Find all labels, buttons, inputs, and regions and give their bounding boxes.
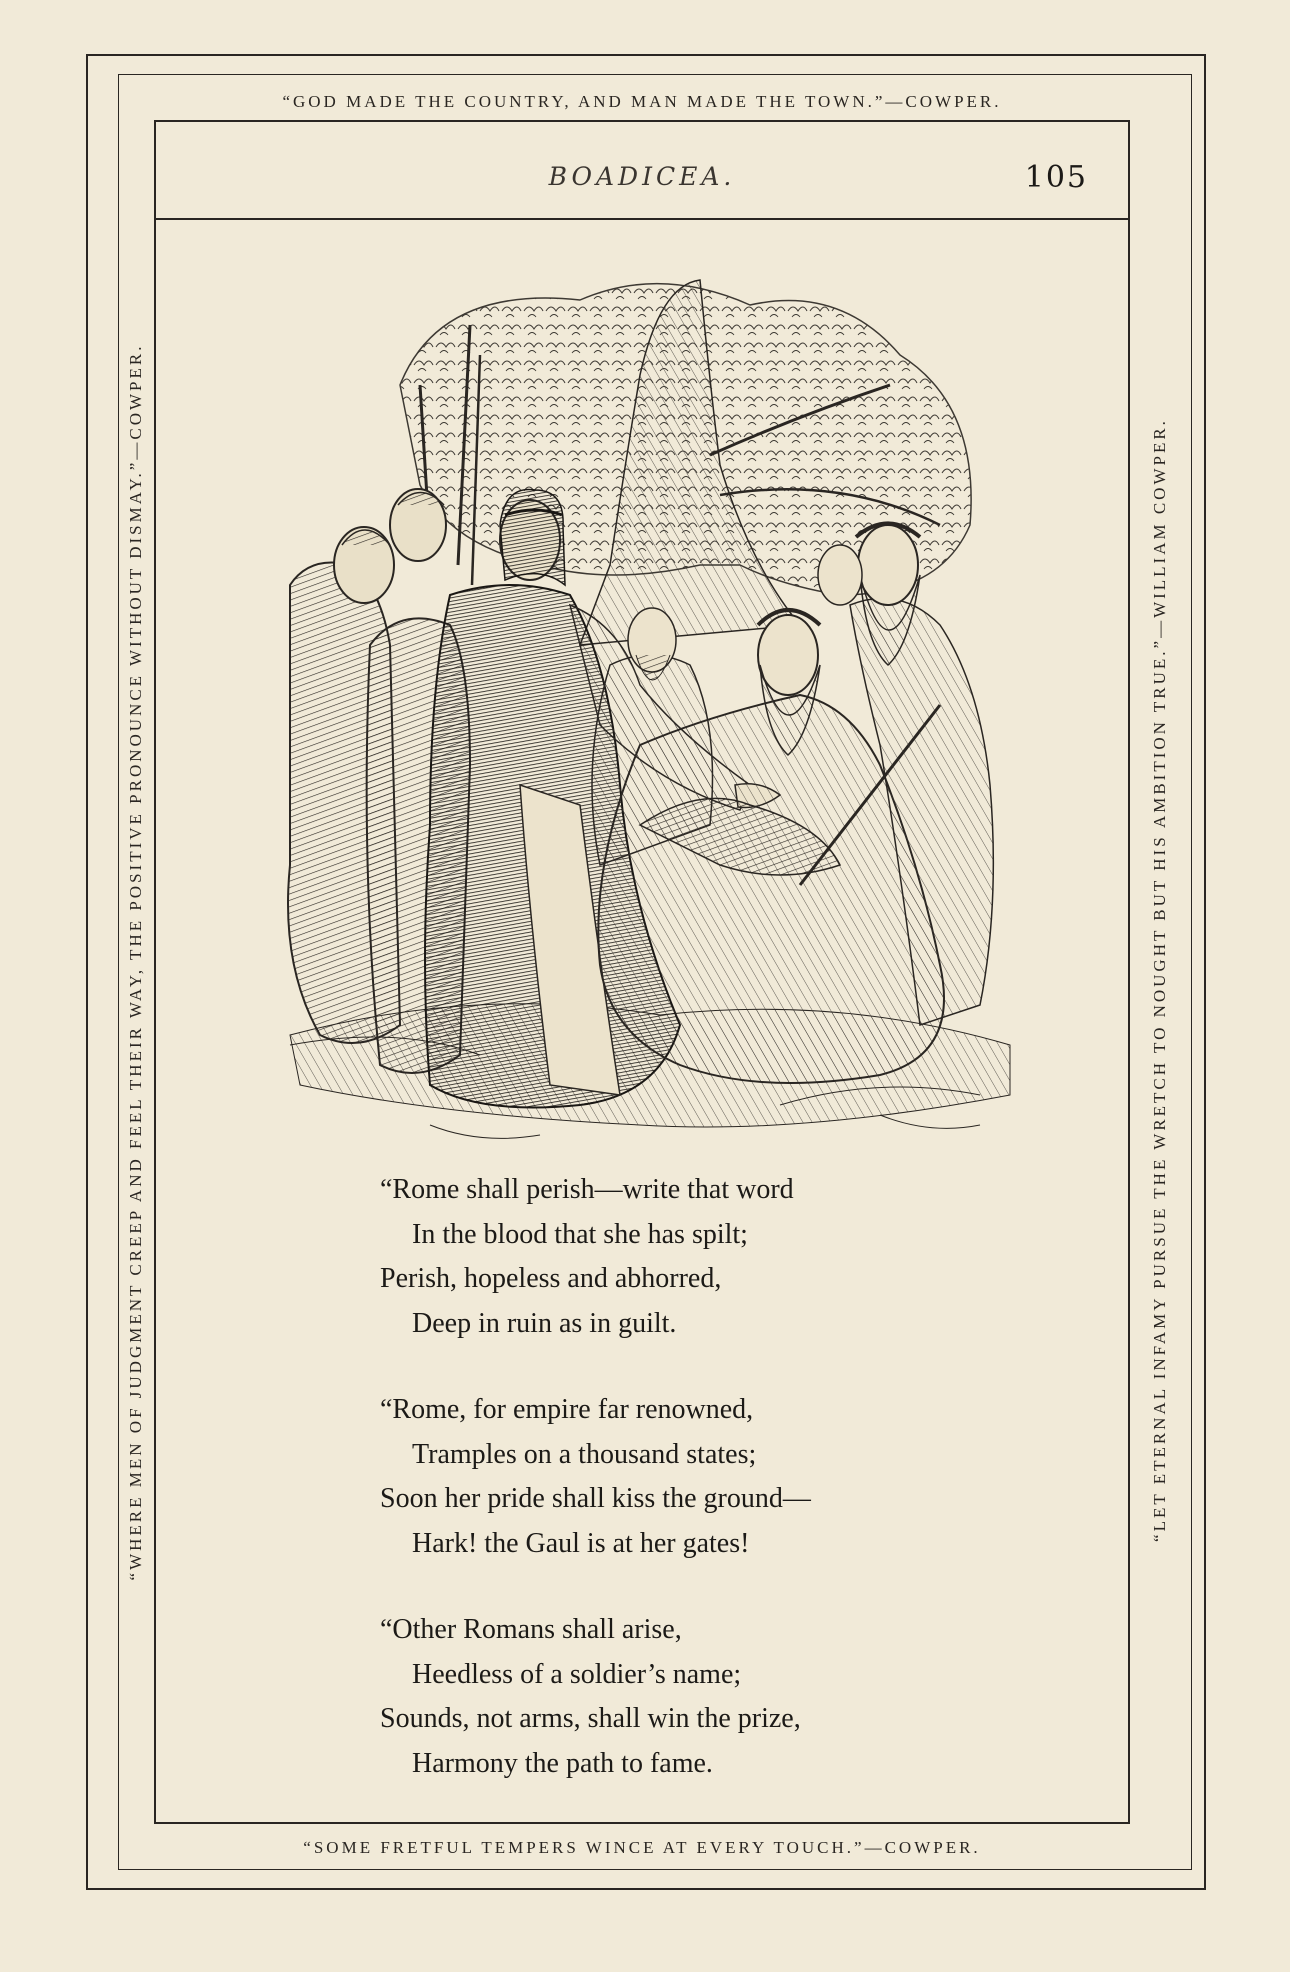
engraving-illustration [280,265,1020,1155]
running-head [154,120,1130,220]
verse-line: “Other Romans shall arise, [380,1614,682,1645]
running-title: BOADICEA. [548,162,736,191]
right-margin-quote: “LET ETERNAL INFAMY PURSUE THE WRETCH TO NOUGHT BUT HIS AMBITION TRUE.”—WILLIAM COWPER. [1150,418,1169,1542]
verse-line: “Rome, for empire far renowned, [380,1394,754,1425]
verse-line: Heedless of a soldier’s name; [412,1658,742,1690]
stanza [380,1608,1030,1786]
verse-line: Hark! the Gaul is at her gates! [412,1527,750,1559]
verse-line: Perish, hopeless and abhorred, [380,1263,722,1294]
page-number: 105 [1024,160,1088,195]
verse-line: Harmony the path to fame. [412,1747,713,1779]
verse-line: Soon her pride shall kiss the ground— [380,1483,811,1514]
verse-line: Deep in ruin as in guilt. [412,1307,677,1339]
stanza [380,1168,1030,1346]
bottom-margin-quote: “SOME FRETFUL TEMPERS WINCE AT EVERY TOUCH.”—COWPER. [303,1838,981,1857]
poem-verse [380,1168,1030,1828]
verse-line: Sounds, not arms, shall win the prize, [380,1703,801,1734]
top-margin-quote: “GOD MADE THE COUNTRY, AND MAN MADE THE TOWN.”—COWPER. [282,92,1002,111]
verse-line: In the blood that she has spilt; [412,1218,748,1250]
left-margin-quote: “WHERE MEN OF JUDGMENT CREEP AND FEEL THEIR WAY, THE POSITIVE PRONOUNCE WITHOUT DISMAY.”—COWPER. [126,343,145,1581]
stanza [380,1388,1030,1566]
verse-line: Tramples on a thousand states; [412,1438,757,1470]
verse-line: “Rome shall perish—write that word [380,1174,794,1205]
